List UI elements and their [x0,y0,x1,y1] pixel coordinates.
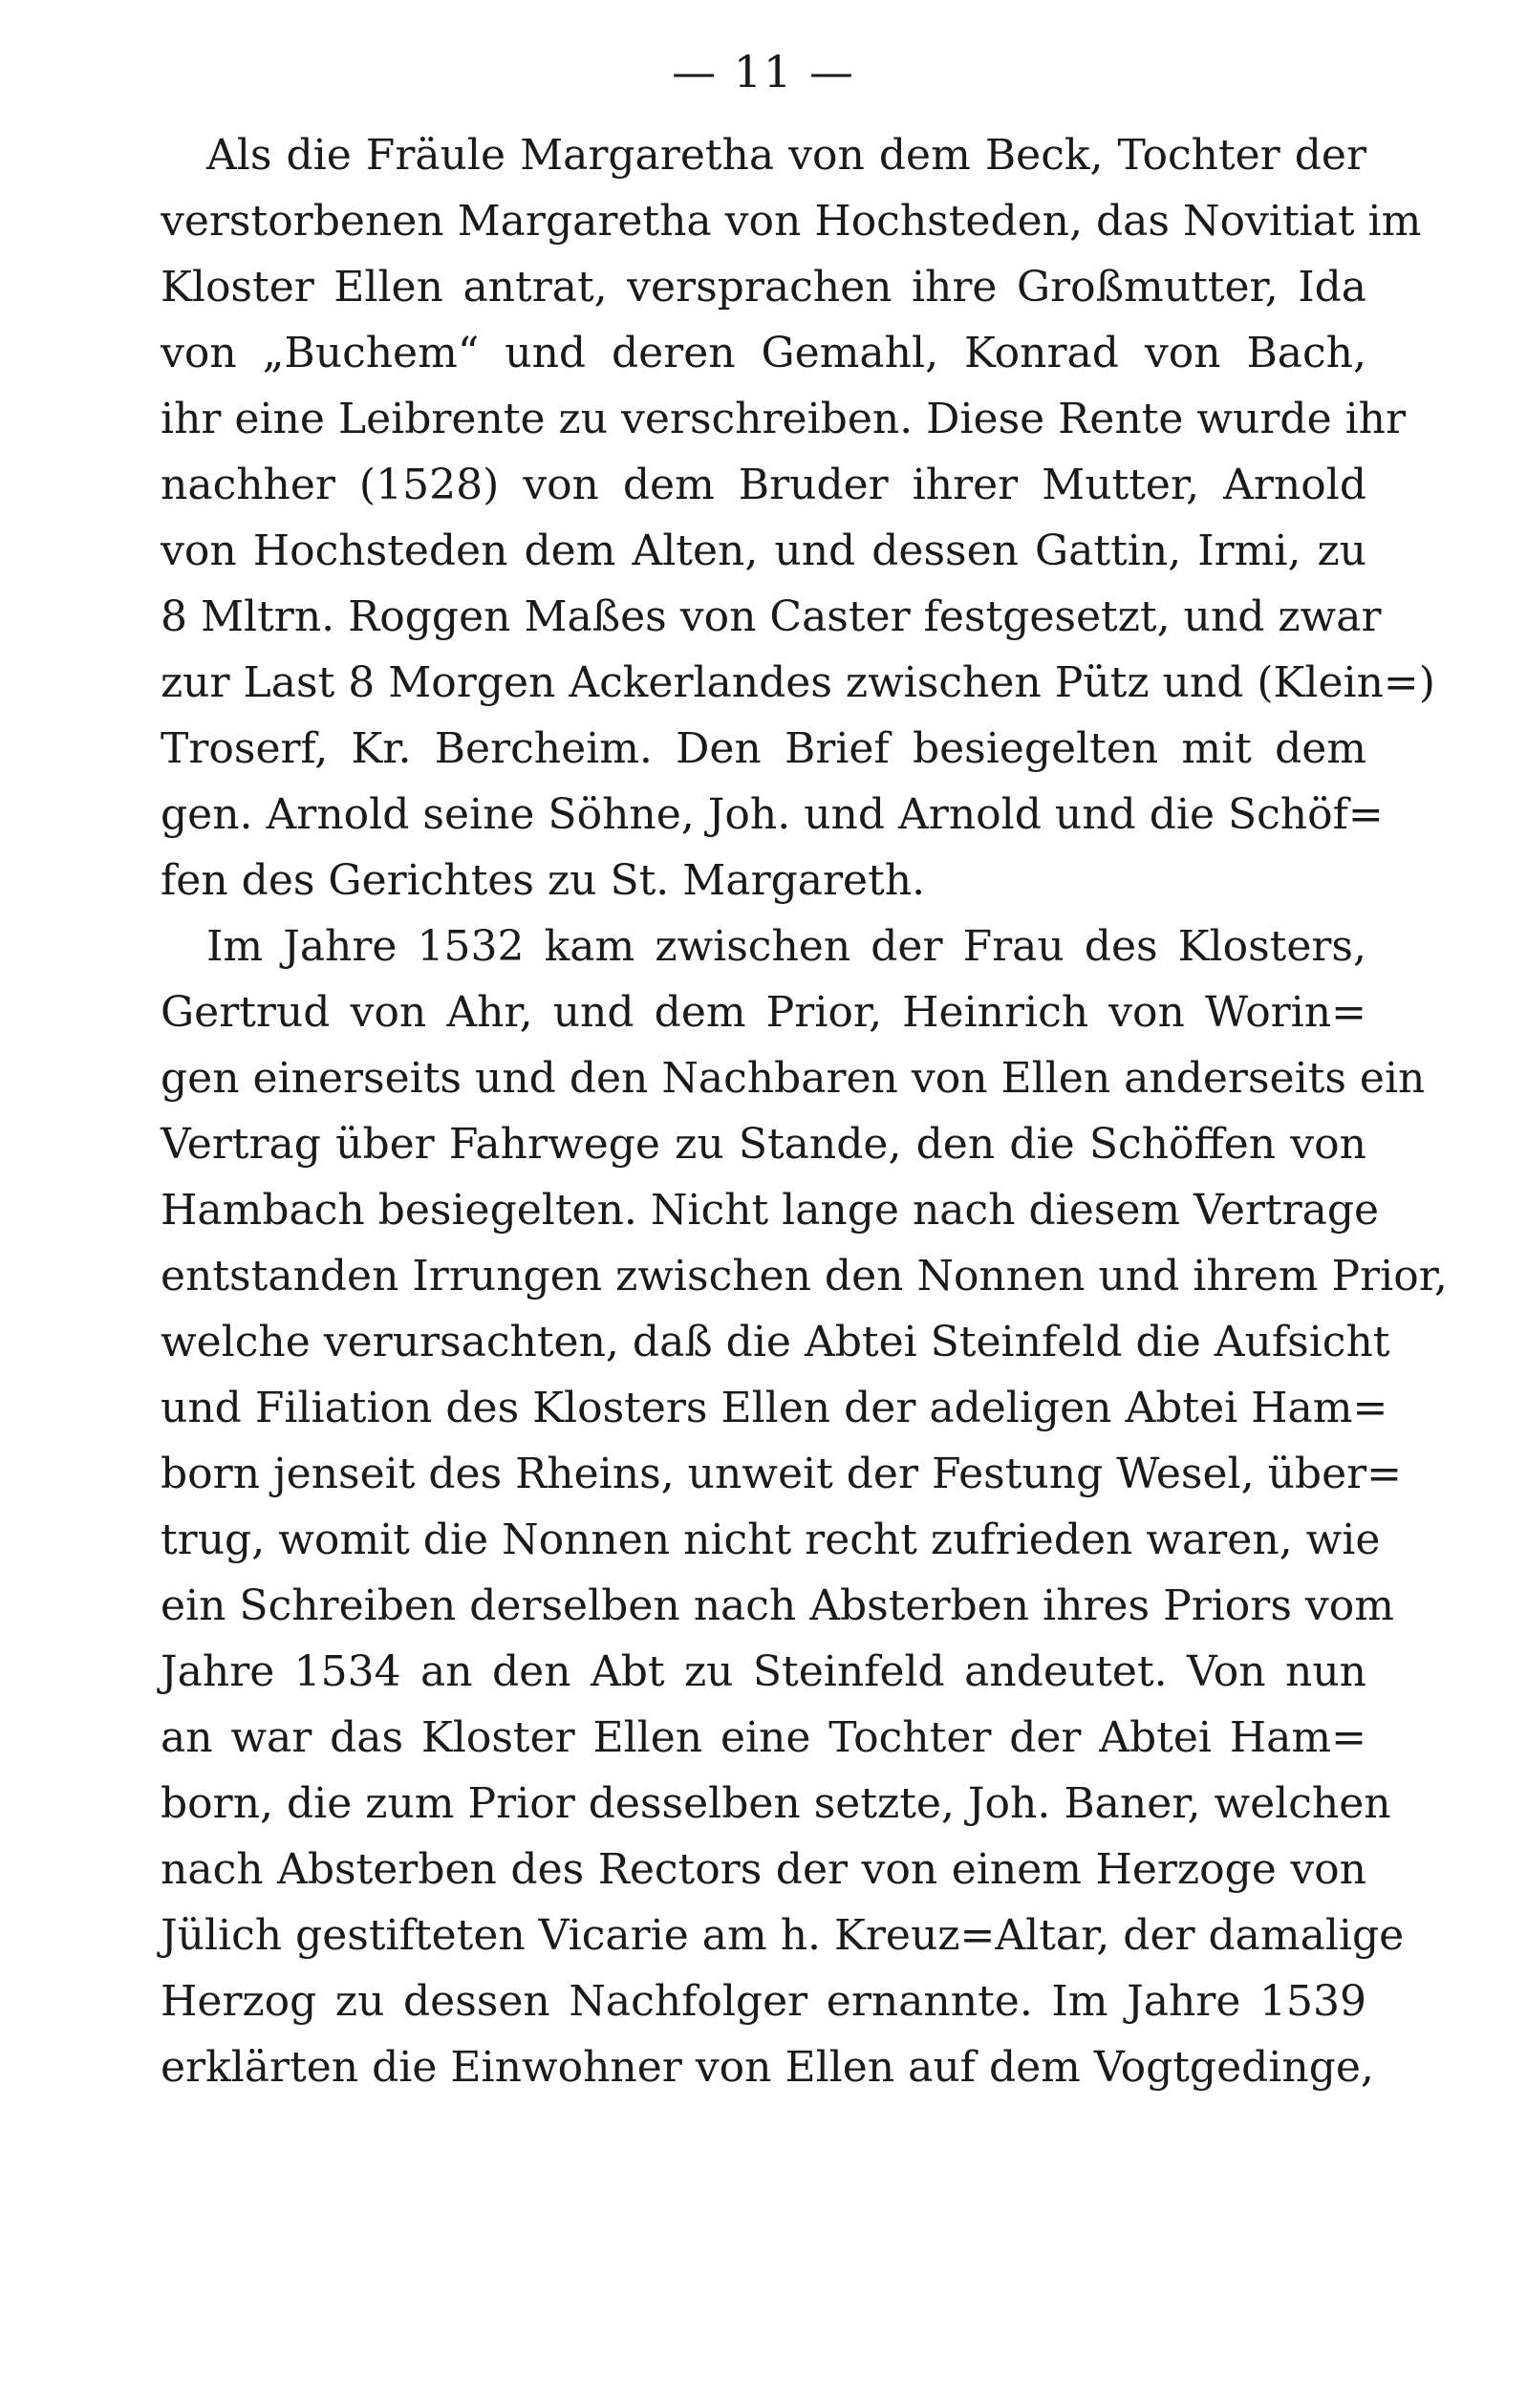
text-line: Jahre 1534 an den Abt zu Steinfeld andeutet. Von nun [161,1647,1366,1696]
text-line: gen. Arnold seine Söhne, Joh. und Arnold und die Schöf= [161,790,1384,839]
text-line: Herzog zu dessen Nachfolger ernannte. Im Jahre 1539 [161,1977,1366,2026]
text-line: welche verursachten, daß die Abtei Steinfeld die Aufsicht [161,1318,1390,1366]
text-line: von „Buchem“ und deren Gemahl, Konrad von Bach, [161,329,1366,377]
paragraph-1 [161,122,1435,914]
text-line: und Filiation des Klosters Ellen der adeligen Abtei Ham= [161,1384,1388,1432]
text-line: Hambach besiegelten. Nicht lange nach diesem Vertrage [161,1186,1380,1235]
text-line: von Hochsteden dem Alten, und dessen Gattin, Irmi, zu [161,527,1366,575]
text-line: Troserf, Kr. Bercheim. Den Brief besiegelten mit dem [161,724,1366,773]
text-line: Als die Fräule Margaretha von dem Beck, Tochter der [206,131,1366,180]
text-line: trug, womit die Nonnen nicht recht zufrieden waren, wie [161,1516,1381,1564]
text-line: born jenseit des Rheins, unweit der Festung Wesel, über= [161,1450,1403,1498]
text-line: Gertrud von Ahr, und dem Prior, Heinrich von Worin= [161,988,1366,1037]
text-line: an war das Kloster Ellen eine Tochter der Abtei Ham= [161,1713,1366,1762]
text-line: zur Last 8 Morgen Ackerlandes zwischen Pütz und (Klein=) [161,658,1435,707]
text-line: nach Absterben des Rectors der von einem Herzoge von [161,1845,1366,1894]
text-line: 8 Mltrn. Roggen Maßes von Caster festgesetzt, und zwar [161,592,1382,641]
text-line: fen des Gerichtes zu St. Margareth. [161,856,926,905]
text-line: entstanden Irrungen zwischen den Nonnen und ihrem Prior, [161,1252,1448,1301]
text-line: ihr eine Leibrente zu verschreiben. Diese Rente wurde ihr [161,395,1407,443]
text-line: Vertrag über Fahrwege zu Stande, den die Schöffen von [161,1120,1366,1169]
text-line: verstorbenen Margaretha von Hochsteden, das Novitiat im [161,197,1422,246]
text-line: ein Schreiben derselben nach Absterben ihres Priors vom [161,1581,1394,1630]
page-number: — 11 — [672,46,855,97]
text-line: born, die zum Prior desselben setzte, Joh. Baner, welchen [161,1779,1391,1828]
paragraph-2 [161,914,1448,2100]
text-line: Im Jahre 1532 kam zwischen der Frau des Klosters, [206,922,1366,971]
text-line: nachher (1528) von dem Bruder ihrer Mutter, Arnold [161,461,1366,509]
text-line: Jülich gestifteten Vicarie am h. Kreuz=Altar, der damalige [161,1911,1405,1960]
body-text [161,122,1448,2100]
text-line: gen einerseits und den Nachbaren von Ellen anderseits ein [161,1054,1426,1103]
text-line: Kloster Ellen antrat, versprachen ihre Großmutter, Ida [161,263,1366,312]
text-line: erklärten die Einwohner von Ellen auf dem Vogtgedinge, [161,2043,1374,2092]
